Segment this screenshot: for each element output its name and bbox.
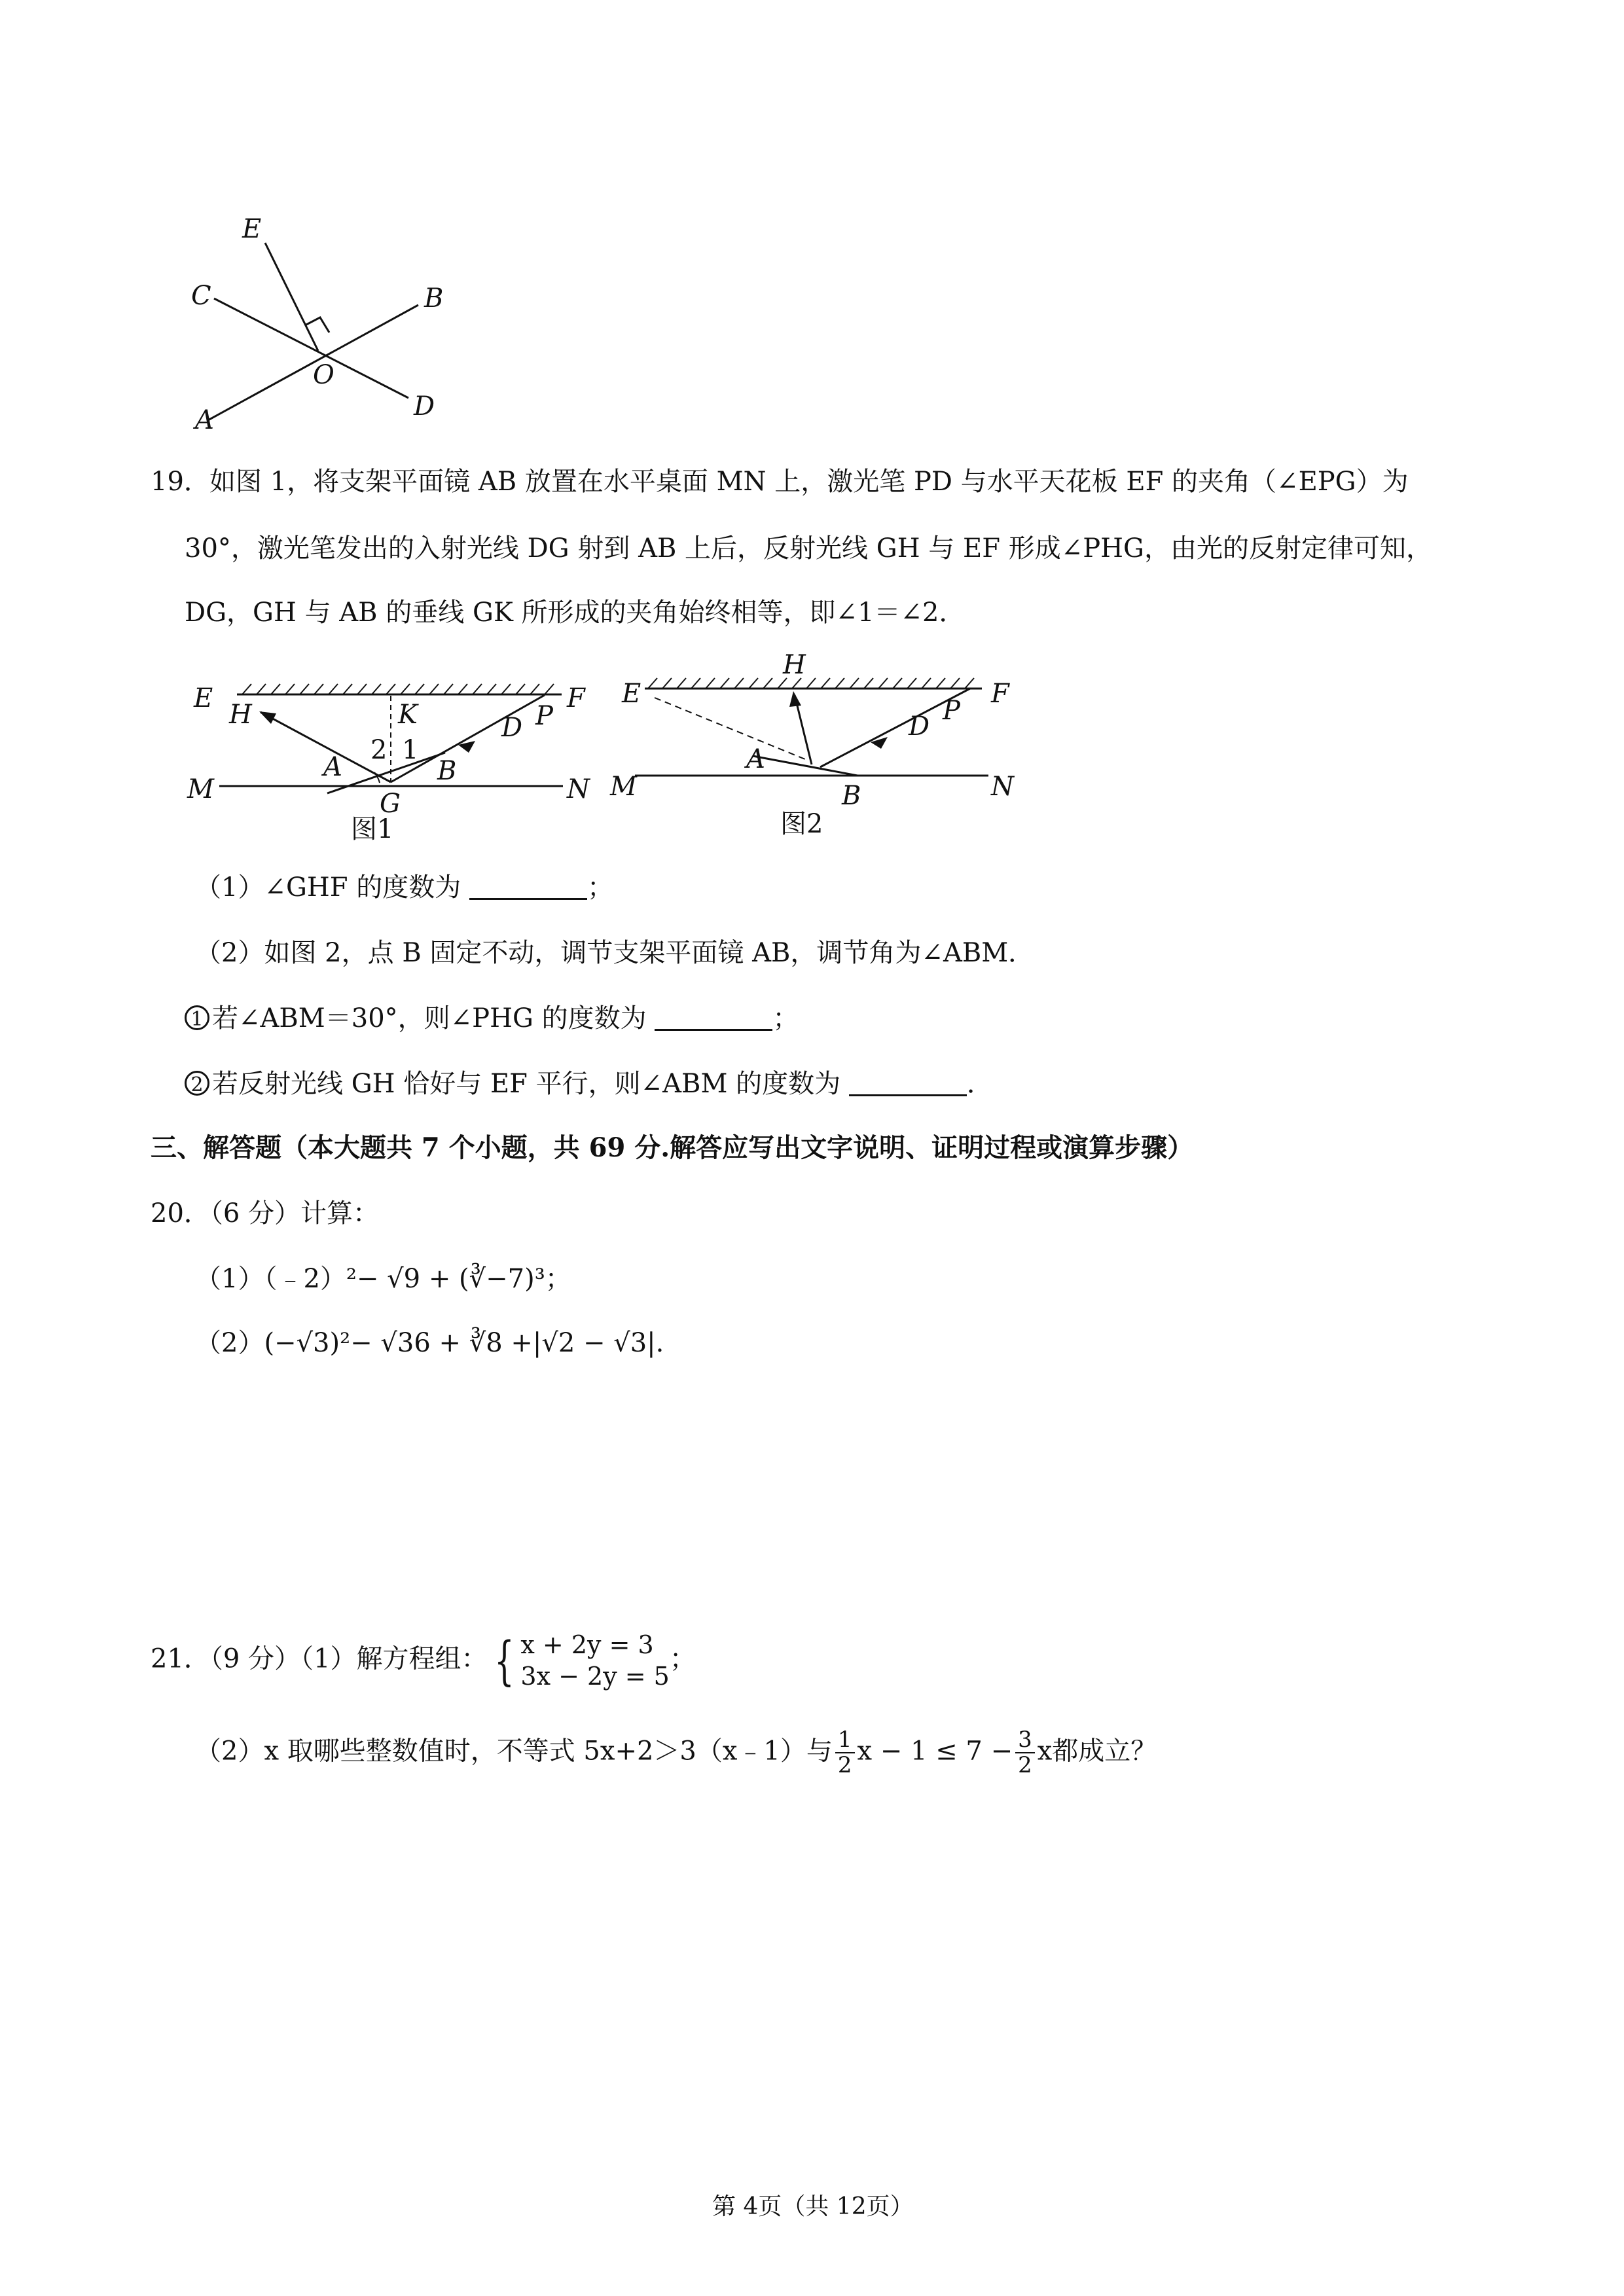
fraction-2-numerator: 3 [1015, 1728, 1035, 1753]
fig2-label-P: P [943, 696, 960, 726]
q19-text-line2: 30°，激光笔发出的入射光线 DG 射到 AB 上后，反射光线 GH 与 EF 形成∠PHG，由光的反射定律可知， [185, 533, 1432, 564]
q19-item1-end: ； [772, 1003, 799, 1033]
fig2-label-H: H [783, 650, 806, 680]
q21-eq-end: ； [669, 1643, 696, 1674]
q21-line1 [151, 1630, 696, 1692]
q19-sub1-text: （1）∠GHF 的度数为 [195, 872, 461, 903]
q21-sub2-mid: x − 1 ≤ 7 − [857, 1736, 1013, 1767]
q19-item1-text: 若∠ABM＝30°，则∠PHG 的度数为 [212, 1003, 647, 1033]
q20-sub2: （2）(−√3)²− √36 + ∛8 +|√2 − √3|. [195, 1328, 664, 1358]
q21-sub2-post: x都成立？ [1037, 1736, 1157, 1767]
q19-item1-mark: 1 [185, 1005, 209, 1030]
point-label-A: A [195, 405, 214, 435]
q19-sub2: （2）如图 2，点 B 固定不动，调节支架平面镜 AB，调节角为∠ABM． [195, 938, 1035, 968]
fig2-label-M: M [610, 772, 637, 802]
fig2-label-D: D [909, 711, 930, 742]
fraction-1-numerator: 1 [835, 1728, 855, 1753]
fig2-label-E: E [622, 679, 641, 709]
q19-item1 [185, 1003, 799, 1034]
fig1-label-N: N [567, 774, 590, 804]
fraction-1-denominator: 2 [837, 1752, 852, 1779]
fig1-label-H: H [229, 700, 252, 730]
section3-title: 三、解答题（本大题共 7 个小题，共 69 分.解答应写出文字说明、证明过程或演算步骤） [151, 1132, 1194, 1163]
q21-head: 21．（9 分）（1）解方程组： [151, 1643, 488, 1674]
q19-sub1 [195, 872, 613, 903]
q19-item2-end: ． [966, 1069, 993, 1099]
q19-text-line3: DG，GH 与 AB 的垂线 GK 所形成的夹角始终相等，即∠1＝∠2． [185, 598, 965, 628]
fraction-one-half [835, 1728, 855, 1778]
system-brace: { [494, 1630, 514, 1691]
q19-number: 19． [151, 467, 210, 497]
fig2-label-F: F [991, 679, 1009, 709]
q21-sub2-pre: （2）x 取哪些整数值时，不等式 5x+2＞3（x﹣1）与 [195, 1736, 833, 1767]
q19-sub1-end: ； [587, 872, 613, 903]
point-label-D: D [414, 391, 435, 422]
fig1-label-F: F [567, 683, 585, 713]
q19-item2-text: 若反射光线 GH 恰好与 EF 平行，则∠ABM 的度数为 [212, 1069, 841, 1099]
point-label-B: B [424, 283, 444, 314]
fig1-angle-1: 1 [402, 735, 419, 765]
fig2-caption: 图2 [780, 809, 823, 839]
fig1-label-G: G [380, 789, 401, 819]
fig1-angle-2: 2 [370, 735, 388, 765]
q19-item1-answer-blank[interactable] [655, 1007, 772, 1031]
q21-sub2 [195, 1728, 1157, 1778]
fig2-label-A: A [746, 744, 765, 774]
q19-text-line1: 如图 1，将支架平面镜 AB 放置在水平桌面 MN 上，激光笔 PD 与水平天花板 EF 的夹角（∠EPG）为 [209, 467, 1409, 497]
fig1-label-P: P [535, 701, 553, 731]
page-footer: 第 4页（共 12页） [712, 2193, 914, 2220]
q20-sub1: （1）（﹣2）²− √9 + (∛−7)³； [195, 1264, 571, 1294]
fig1-label-D: D [501, 713, 523, 743]
point-label-E: E [242, 214, 262, 244]
q19-sub1-answer-blank[interactable] [469, 876, 587, 900]
fraction-three-halves [1015, 1728, 1035, 1778]
q20-head: 20．（6 分）计算： [151, 1198, 380, 1229]
fig1-label-B: B [437, 756, 457, 786]
point-label-C: C [191, 281, 211, 311]
q19-item2-answer-blank[interactable] [849, 1072, 967, 1096]
fig1-label-A: A [323, 752, 342, 782]
fig2-label-N: N [991, 772, 1014, 802]
q19-item2-mark: 2 [185, 1071, 209, 1096]
fig1-label-M: M [187, 774, 214, 804]
q19-item2 [185, 1068, 993, 1100]
point-label-O: O [313, 360, 334, 390]
equation-system [520, 1630, 669, 1692]
fraction-2-denominator: 2 [1018, 1752, 1032, 1779]
equation-1: x + 2y = 3 [520, 1630, 654, 1659]
fig1-label-K: K [398, 700, 418, 730]
fig1-caption: 图1 [351, 814, 394, 844]
fig1-label-E: E [194, 683, 213, 713]
equation-2: 3x − 2y = 5 [520, 1661, 670, 1691]
fig2-label-B: B [842, 781, 861, 811]
